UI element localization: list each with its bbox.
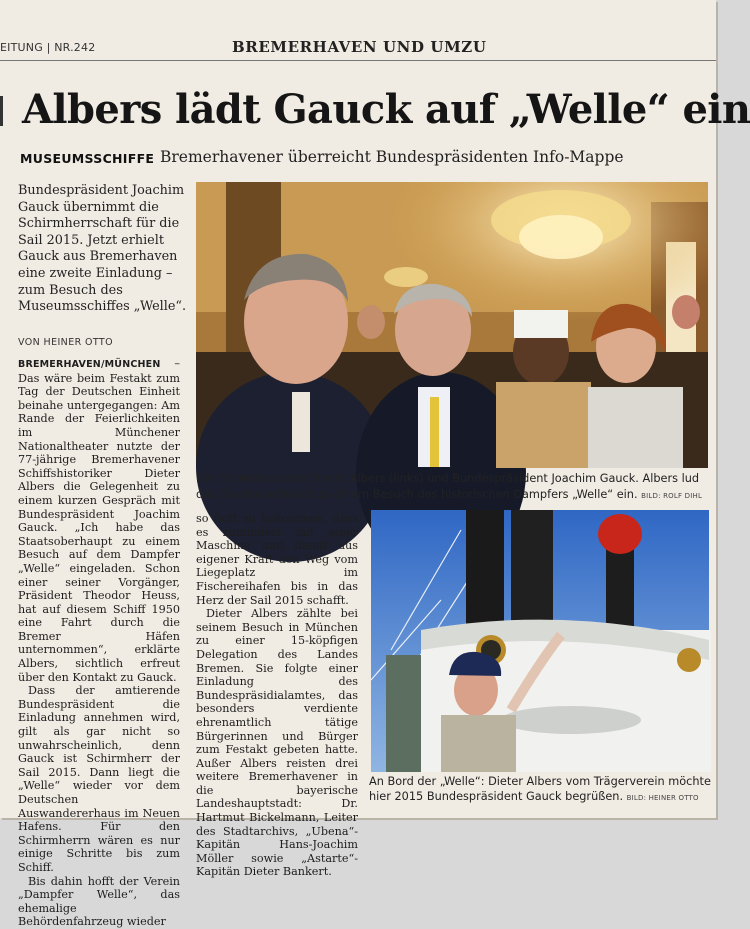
lead-paragraph: Bundespräsident Joachim Gauck übernimmt die Schirmherrschaft für die Sail 2015. Jetzt erhielt Gauck aus Bremerhaven eine zweite Einladung – zum Besuch des Museumsschiffes „Welle“. <box>18 183 187 315</box>
kicker: MUSEUMSSCHIFFE <box>20 151 155 166</box>
paragraph <box>18 357 180 684</box>
photo-reception <box>196 182 708 468</box>
paragraph: so flott zu bekommen, dass es zumindest mit einer Maschine und damit aus eigener Kraft den Weg vom Liegeplatz im Fischereihafen bis in das Herz der Sail 2015 schafft. <box>196 512 358 607</box>
paragraph: Bis dahin hofft der Verein „Dampfer Welle“, das ehemalige Behördenfahrzeug wieder <box>18 874 180 929</box>
issue-label: EITUNG | NR.242 <box>0 41 96 54</box>
photo-caption-1 <box>196 471 710 504</box>
section-title: BREMERHAVEN UND UMZU <box>232 38 487 56</box>
body-column-1 <box>18 357 180 929</box>
body-column-2 <box>196 512 358 879</box>
caption-text: An Bord der „Welle“: Dieter Albers vom Trägerverein möchte hier 2015 Bundespräsident Gauck begrüßen. <box>369 775 711 803</box>
photo-caption-2 <box>369 774 713 806</box>
headline: Albers lädt Gauck auf „Welle“ ein <box>22 86 750 133</box>
byline: VON HEINER OTTO <box>18 337 114 348</box>
dateline: BREMERHAVEN/MÜNCHEN <box>18 359 161 370</box>
paragraph: Dass der amtierende Bundespräsident die Einladung annehmen wird, gilt als gar nicht so unwahrscheinlich, denn Gauck ist Schirmherr der Sail 2015. Dann liegt die „Welle“ wieder vor dem Deutschen Auswandererhaus im Neuen Hafens. Für den Schirmherrn wären es nur einige Schritte bis zum Schiff. <box>18 684 180 874</box>
paragraph-text: – Das wäre beim Festakt zum Tag der Deutschen Einheit beinahe untergegangen: Am Rande der Feierlichkeiten im Münchener Nationaltheater nutzte der 77-jährige Bremerhavener Schiffshistoriker Dieter Albers die Gelegenheit zu einem kurzen Gespräch mit Bundespräsident Joachim Gauck. „Ich habe das Staatsoberhaupt zu einem Besuch auf dem Dampfer „Welle“ eingeladen. Schon einer seiner Vorgänger, Präsident Theodor Heuss, hat auf diesem Schiff 1950 eine Fahrt durch die Bremer Häfen unternommen“, erklärte Albers, sichtlich erfreut über den Kontakt zu Gauck. <box>18 357 180 684</box>
subheadline: Bremerhavener überreicht Bundespräsidenten Info-Mappe <box>160 148 624 166</box>
photo-steamer-image <box>371 510 709 772</box>
photo-steamer <box>371 510 709 772</box>
photo-reception-image <box>196 182 708 468</box>
funnel-red-icon <box>598 514 642 554</box>
photo-credit: BILD: ROLF DIHL <box>641 491 703 500</box>
photo-credit: BILD: HEINER OTTO <box>626 794 699 802</box>
caption-text: Der Bremerhavener Dieter Albers (links) und Bundespräsident Joachim Gauck. Albers lud das Staatsoberhaupt zu einem Besuch des historischen Dampfers „Welle“ ein. <box>196 472 700 501</box>
header-rule <box>0 60 716 61</box>
margin-mark <box>0 96 3 126</box>
paragraph: Dieter Albers zählte bei seinem Besuch in München zu einer 15-köpfigen Delegation des Landes Bremen. Sie folgte einer Einladung des Bundespräsidialamtes, das besonders verdiente ehrenamtlich tätige Bürgerinnen und Bürger zum Festakt gebeten hatte. Außer Albers reisten drei weitere Bremerhavener in die bayerische Landeshauptstadt: Dr. Hartmut Bickelmann, Leiter des Stadtarchivs, „Ubena“-Kapitän Hans-Joachim Möller sowie „Astarte“-Kapitän Dieter Bankert. <box>196 607 358 879</box>
